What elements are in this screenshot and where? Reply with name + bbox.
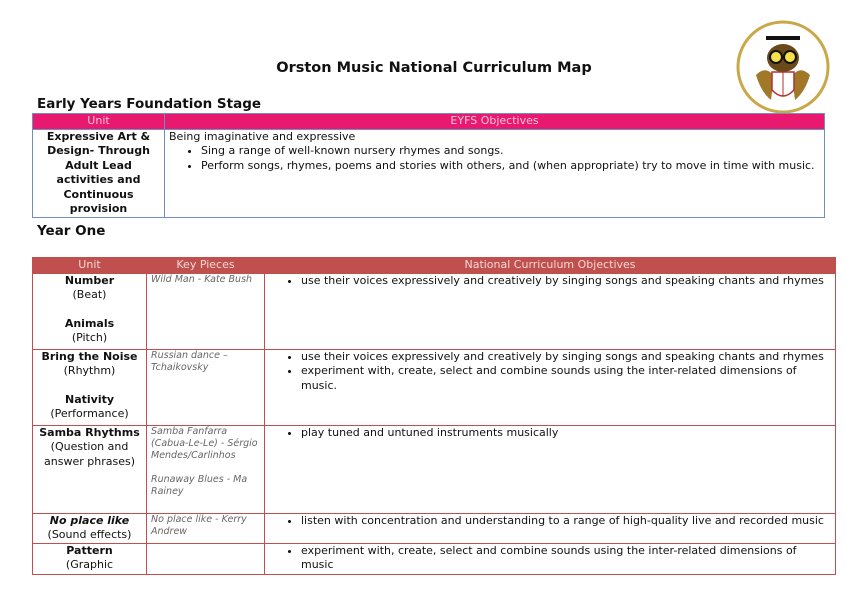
table-row [33, 513, 836, 543]
unit-cell [33, 273, 147, 349]
unit-cell [33, 349, 147, 425]
key-piece: No place like - Kerry Andrew [151, 513, 247, 537]
unit-name: Number [64, 273, 115, 287]
eyfs-heading: Early Years Foundation Stage [37, 96, 262, 112]
eyfs-unit: Expressive Art & Design- Through Adult Lead activities and Continuous provision [33, 129, 165, 217]
list-item: • use their voices expressively and creatively by singing songs and speaking chants and rhymes [301, 274, 831, 289]
unit-focus: (Question and answer phrases) [44, 440, 135, 468]
unit-name: No place like [49, 513, 130, 527]
list-item: • Perform songs, rhymes, poems and stories with others, and (when appropriate) try to move in time with music. [201, 159, 820, 174]
eyfs-objectives [165, 129, 825, 217]
unit-name: Animals [64, 316, 115, 330]
table-row [33, 273, 836, 349]
key-piece: Samba Fanfarra (Cabua-Le-Le) - Sérgio Mendes/Carlinhos [151, 425, 258, 461]
key-piece: Wild Man - Kate Bush [151, 273, 253, 285]
unit-name: Samba Rhythms [39, 425, 140, 439]
objectives-cell [265, 543, 836, 574]
key-pieces-cell [147, 425, 265, 513]
header-objectives: National Curriculum Objectives [265, 258, 836, 274]
unit-focus: (Pitch) [71, 331, 108, 344]
key-pieces-cell [147, 513, 265, 543]
list-item: • Sing a range of well-known nursery rhymes and songs. [201, 144, 820, 159]
eyfs-table [32, 113, 825, 218]
table-row [33, 425, 836, 513]
unit-name: Nativity [64, 392, 115, 406]
unit-focus: (Rhythm) [63, 364, 116, 377]
eyfs-intro: Being imaginative and expressive [169, 129, 356, 143]
unit-cell [33, 425, 147, 513]
unit-name: Pattern [66, 543, 113, 557]
table-row [33, 543, 836, 574]
objectives-cell [265, 349, 836, 425]
key-pieces-cell [147, 273, 265, 349]
unit-cell [33, 543, 147, 574]
list-item: • play tuned and untuned instruments musically [301, 426, 831, 441]
year-one-heading: Year One [37, 223, 106, 239]
key-piece: Russian dance – Tchaikovsky [151, 349, 228, 373]
unit-focus: (Beat) [72, 288, 107, 301]
table-row [33, 349, 836, 425]
objectives-cell [265, 513, 836, 543]
objectives-cell [265, 425, 836, 513]
page-title: Orston Music National Curriculum Map [276, 60, 592, 76]
header-objectives: EYFS Objectives [165, 114, 825, 130]
list-item: • use their voices expressively and creatively by singing songs and speaking chants and rhymes [301, 350, 831, 365]
year-one-table [32, 257, 836, 575]
header-unit: Unit [33, 114, 165, 130]
key-piece: Runaway Blues - Ma Rainey [151, 473, 248, 497]
list-item: • experiment with, create, select and combine sounds using the inter-related dimensions of music [301, 544, 831, 573]
unit-cell [33, 513, 147, 543]
objectives-cell [265, 273, 836, 349]
key-pieces-cell [147, 543, 265, 574]
key-pieces-cell [147, 349, 265, 425]
unit-focus: (Sound effects) [47, 528, 132, 541]
unit-name: Bring the Noise [41, 349, 138, 363]
header-key-pieces: Key Pieces [147, 258, 265, 274]
list-item: • listen with concentration and understanding to a range of high-quality live and recorded music [301, 514, 831, 529]
unit-focus: (Performance) [50, 407, 129, 420]
unit-focus: (Graphic [65, 558, 114, 571]
school-owl-logo [736, 20, 830, 114]
header-unit: Unit [33, 258, 147, 274]
list-item: • experiment with, create, select and combine sounds using the inter-related dimensions of music. [301, 364, 831, 393]
